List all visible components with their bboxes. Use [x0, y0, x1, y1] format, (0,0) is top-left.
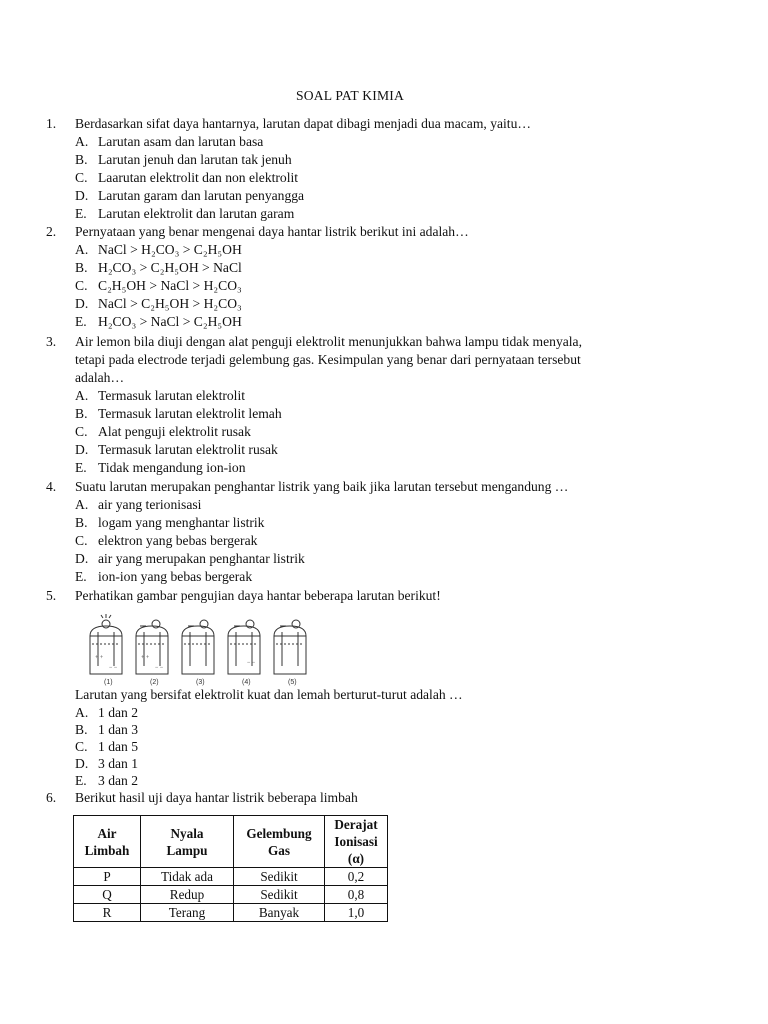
q4-option-e-letter: E.: [75, 569, 87, 584]
table-cell: Q: [74, 886, 141, 904]
q1-option-b-letter: B.: [75, 152, 88, 167]
svg-text:− −: − −: [109, 665, 118, 671]
q3-option-a: Termasuk larutan elektrolit: [98, 388, 246, 403]
apparatus-2: [136, 620, 168, 674]
q6-number: 6.: [46, 790, 57, 805]
q6-text: Berikut hasil uji daya hantar listrik beberapa limbah: [75, 790, 358, 805]
table-row: [74, 904, 388, 922]
q1-option-b: Larutan jenuh dan larutan tak jenuh: [98, 152, 292, 167]
q5-text-2: Larutan yang bersifat elektrolit kuat dan lemah berturut-turut adalah …: [75, 687, 463, 702]
header-derajat-ionisasi-line-2: Ionisasi: [334, 834, 378, 849]
q3-option-a-letter: A.: [75, 388, 89, 403]
q2-option-e: H₂CO₃ > NaCl > C₂H₅OH: [98, 314, 242, 329]
table-cell: Sedikit: [234, 868, 325, 886]
q5-option-e: 3 dan 2: [98, 773, 139, 788]
table-cell: 0,8: [325, 886, 388, 904]
q3-text-line-1: Air lemon bila diuji dengan alat penguji elektrolit menunjukkan bahwa lampu tidak menyala,: [75, 334, 582, 349]
q3-text-line-3: adalah…: [75, 370, 125, 385]
conductivity-test-figure: [86, 614, 316, 688]
header-derajat-ionisasi-line-3: (α): [347, 851, 365, 866]
q3-option-d: Termasuk larutan elektrolit rusak: [98, 442, 278, 457]
q1-option-d: Larutan garam dan larutan penyangga: [98, 188, 305, 203]
q3-option-b: Termasuk larutan elektrolit lemah: [98, 406, 282, 421]
q5-text: Perhatikan gambar pengujian daya hantar beberapa larutan berikut!: [75, 588, 441, 603]
table-cell: R: [74, 904, 141, 922]
q2-option-e-letter: E.: [75, 314, 87, 329]
q4-option-a-letter: A.: [75, 497, 89, 512]
figure-label-1: (1): [104, 679, 113, 686]
q2-option-a-letter: A.: [75, 242, 89, 257]
q5-option-b-letter: B.: [75, 722, 88, 737]
q1-option-d-letter: D.: [75, 188, 89, 203]
table-cell: P: [74, 868, 141, 886]
q3-option-c-letter: C.: [75, 424, 88, 439]
apparatus-1: [90, 614, 122, 674]
header-gelembung-gas-line-1: Gelembung: [246, 825, 312, 841]
q3-option-c: Alat penguji elektrolit rusak: [98, 424, 251, 439]
header-nyala-lampu-line-1: Nyala: [170, 825, 204, 841]
page-title: SOAL PAT KIMIA: [295, 88, 405, 103]
table-row: [74, 886, 388, 904]
apparatus-3: [182, 620, 214, 674]
table-header-row: [74, 816, 388, 868]
table-cell: 1,0: [325, 904, 388, 922]
table-cell: Banyak: [234, 904, 325, 922]
q3-option-e-letter: E.: [75, 460, 87, 475]
table-cell: 0,2: [325, 868, 388, 886]
q2-text: Pernyataan yang benar mengenai daya hantar listrik berikut ini adalah…: [75, 224, 469, 239]
q4-text: Suatu larutan merupakan penghantar listrik yang baik jika larutan tersebut mengandung …: [75, 479, 569, 494]
q4-number: 4.: [46, 479, 57, 494]
q3-option-b-letter: B.: [75, 406, 88, 421]
q5-option-b: 1 dan 3: [98, 722, 139, 737]
q2-option-c-letter: C.: [75, 278, 88, 293]
q5-option-c-letter: C.: [75, 739, 88, 754]
figure-label-4: (4): [242, 679, 251, 686]
apparatus-5: [274, 620, 306, 674]
q2-option-b-letter: B.: [75, 260, 88, 275]
q4-option-b-letter: B.: [75, 515, 88, 530]
svg-text:+ +: + +: [141, 655, 150, 661]
q4-option-d-letter: D.: [75, 551, 89, 566]
q1-number: 1.: [46, 116, 57, 131]
q2-number: 2.: [46, 224, 57, 239]
header-air-limbah: [74, 816, 141, 868]
table-cell: Sedikit: [234, 886, 325, 904]
header-nyala-lampu: [141, 816, 234, 868]
q5-option-c: 1 dan 5: [98, 739, 139, 754]
header-air-limbah-line-1: Air: [97, 825, 117, 841]
waste-conductivity-table: [73, 815, 388, 922]
q5-option-a-letter: A.: [75, 705, 89, 720]
q4-option-c: elektron yang bebas bergerak: [98, 533, 258, 548]
table-row: [74, 868, 388, 886]
q3-option-d-letter: D.: [75, 442, 89, 457]
q3-option-e: Tidak mengandung ion-ion: [98, 460, 246, 475]
figure-label-3: (3): [196, 679, 205, 686]
q1-option-a-letter: A.: [75, 134, 89, 149]
q1-option-c-letter: C.: [75, 170, 88, 185]
q4-option-b: logam yang menghantar listrik: [98, 515, 265, 530]
figure-label-2: (2): [150, 679, 159, 686]
q2-option-b: H₂CO₃ > C₂H₅OH > NaCl: [98, 260, 242, 275]
svg-text:+ +: + +: [95, 655, 104, 661]
q4-option-a: air yang terionisasi: [98, 497, 202, 512]
q1-option-e-letter: E.: [75, 206, 87, 221]
table-cell: Terang: [141, 904, 234, 922]
header-derajat-ionisasi-line-1: Derajat: [334, 817, 378, 832]
q4-option-d: air yang merupakan penghantar listrik: [98, 551, 305, 566]
q5-option-a: 1 dan 2: [98, 705, 139, 720]
q1-option-e: Larutan elektrolit dan larutan garam: [98, 206, 295, 221]
header-derajat-ionisasi: [325, 816, 388, 868]
header-gelembung-gas: [234, 816, 325, 868]
table-cell: Redup: [141, 886, 234, 904]
q3-text-line-2: tetapi pada electrode terjadi gelembung gas. Kesimpulan yang benar dari pernyataan tersebut: [75, 352, 581, 367]
header-air-limbah-line-2: Limbah: [84, 842, 130, 858]
q4-option-c-letter: C.: [75, 533, 88, 548]
q1-option-a: Larutan asam dan larutan basa: [98, 134, 264, 149]
header-gelembung-gas-line-2: Gas: [268, 842, 290, 858]
apparatus-4: [228, 620, 260, 674]
figure-label-5: (5): [288, 679, 297, 686]
header-nyala-lampu-line-2: Lampu: [166, 842, 208, 858]
q2-option-a: NaCl > H₂CO₃ > C₂H₅OH: [98, 242, 242, 257]
q5-option-d-letter: D.: [75, 756, 89, 771]
q2-option-d: NaCl > C₂H₅OH > H₂CO₃: [98, 296, 242, 311]
q5-option-d: 3 dan 1: [98, 756, 139, 771]
svg-text:− −: − −: [247, 660, 256, 666]
svg-text:− −: − −: [155, 665, 164, 671]
q5-number: 5.: [46, 588, 57, 603]
q2-option-d-letter: D.: [75, 296, 89, 311]
q5-option-e-letter: E.: [75, 773, 87, 788]
q1-option-c: Laarutan elektrolit dan non elektrolit: [98, 170, 299, 185]
q1-text: Berdasarkan sifat daya hantarnya, larutan dapat dibagi menjadi dua macam, yaitu…: [75, 116, 531, 131]
q2-option-c: C₂H₅OH > NaCl > H₂CO₃: [98, 278, 242, 293]
q3-number: 3.: [46, 334, 57, 349]
table-cell: Tidak ada: [141, 868, 234, 886]
q4-option-e: ion-ion yang bebas bergerak: [98, 569, 253, 584]
